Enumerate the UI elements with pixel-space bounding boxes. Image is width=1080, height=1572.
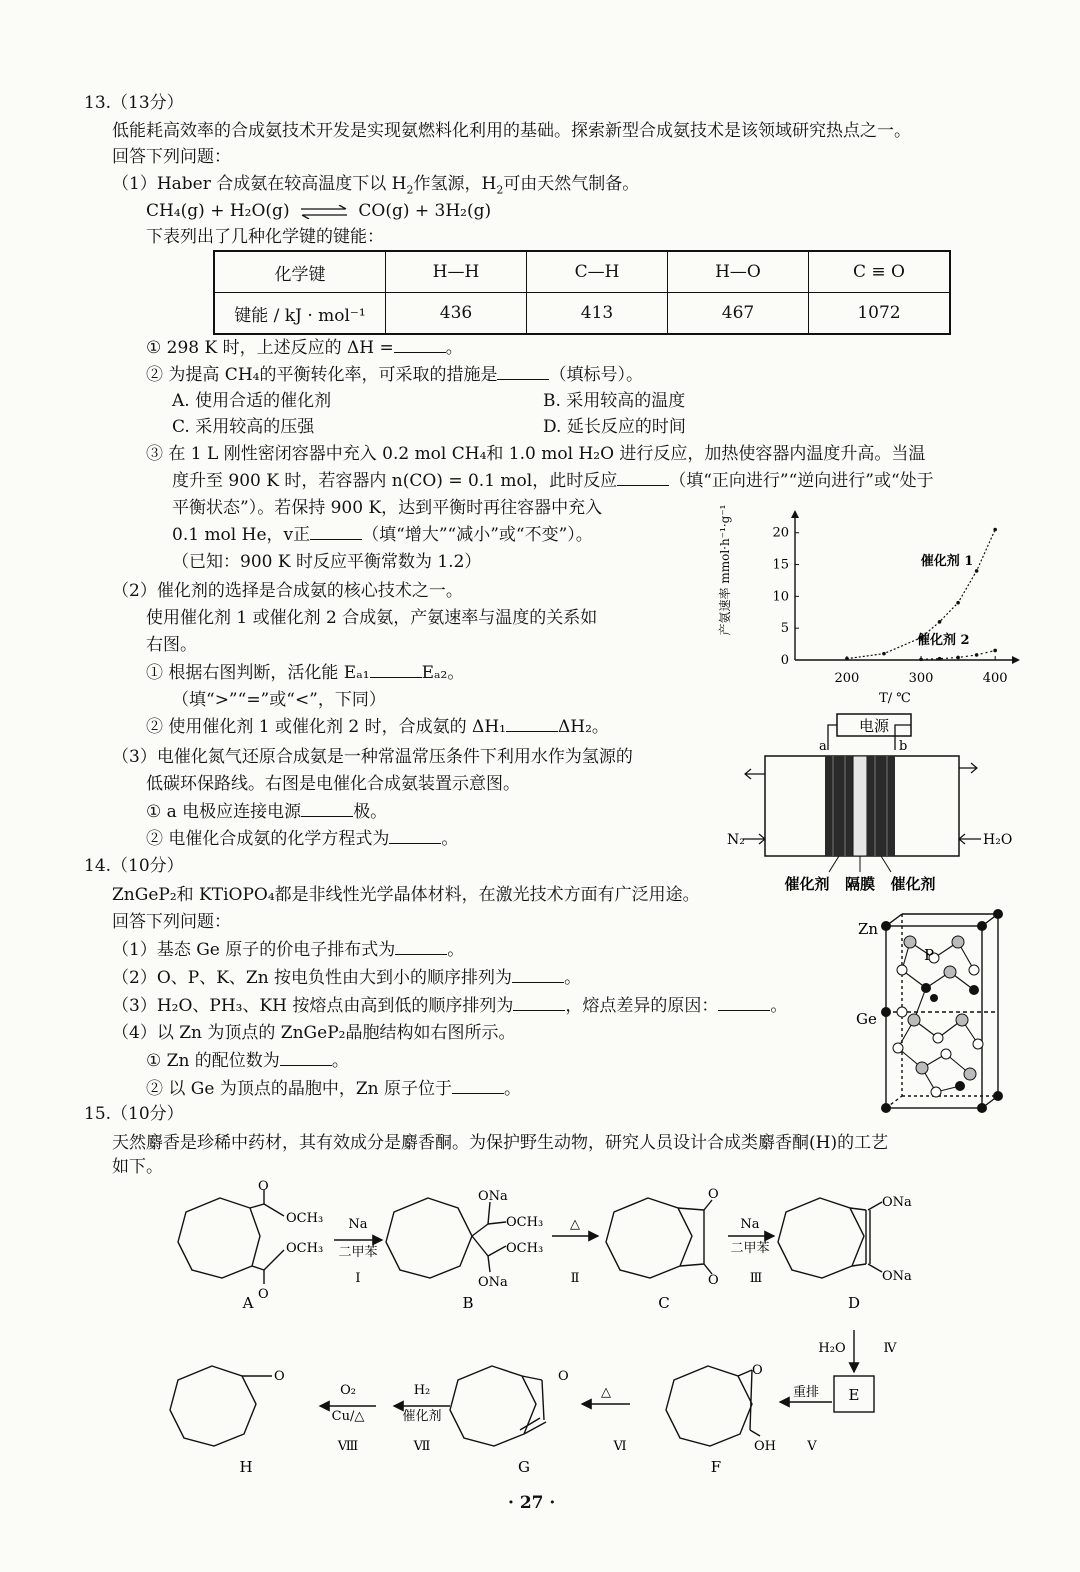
answer-blank[interactable]: [718, 996, 770, 1011]
y-tick-label: 10: [772, 589, 789, 605]
ge-label: Ge: [856, 1010, 877, 1028]
compound-e-label: E: [848, 1386, 860, 1404]
q13-3-2: ② 电催化合成氨的化学方程式为 。: [146, 829, 459, 849]
reaction-equation: CH₄(g) + H₂O(g) CO(g) + 3H₂(g): [146, 201, 492, 221]
q14-1: （1）基态 Ge 原子的价电子排布式为 。: [112, 940, 465, 960]
group-ona: ONa: [882, 1269, 912, 1284]
table-header: 化学键: [214, 251, 386, 293]
q14-header: 14.（10分）: [84, 856, 184, 876]
data-point: [956, 601, 960, 605]
group-o: O: [708, 1187, 719, 1202]
answer-blank[interactable]: [452, 1079, 504, 1094]
n2-label: N₂: [727, 832, 745, 848]
x-axis-label: T/ ℃: [879, 691, 911, 706]
equilibrium-arrow-icon: [299, 205, 349, 219]
data-point: [956, 656, 960, 660]
step4-reagent: H₂O: [818, 1341, 846, 1356]
group-o: O: [708, 1273, 719, 1288]
anode-catalyst-label: 催化剂: [890, 875, 936, 893]
table-row: [214, 293, 950, 335]
step1-number: Ⅰ: [355, 1271, 361, 1286]
membrane: [853, 756, 867, 856]
y-tick-label: 5: [780, 621, 789, 637]
cathode-catalyst-label: 催化剂: [784, 875, 830, 893]
series-label: 催化剂 1: [920, 553, 974, 569]
step2-number: Ⅱ: [570, 1271, 580, 1286]
membrane-label: 隔膜: [844, 875, 876, 893]
y-axis-arrow-icon: [791, 510, 799, 518]
q15-header: 15.（10分）: [84, 1104, 184, 1124]
step8-condition: Cu/△: [331, 1409, 365, 1424]
option-b: B. 采用较高的温度: [543, 391, 686, 411]
q13-3-1: ① a 电极应连接电源 极。: [146, 802, 388, 822]
power-source-label: 电源: [858, 717, 890, 735]
outlet-arrow-left-icon: [745, 769, 765, 779]
step5-number: Ⅴ: [807, 1439, 817, 1454]
q13-part1-line: （1）Haber 合成氨在较高温度下以 $H_2$作氢源，$H_2$可由天然气制备。: [112, 174, 640, 197]
q13-2-2: ② 使用催化剂 1 或催化剂 2 时，合成氨的 ΔH₁ ΔH₂。: [146, 717, 609, 737]
table-cell: 1072: [809, 293, 951, 335]
compound-g-label: G: [518, 1458, 530, 1476]
anode-catalyst: [867, 756, 895, 856]
q13-1-3-line3: 平衡状态”）。若保持 900 K，达到平衡时再往容器中充入: [172, 498, 603, 518]
q15-intro-line2: 如下。: [112, 1157, 163, 1177]
answer-blank[interactable]: [512, 968, 564, 983]
q13-2-1: ① 根据右图判断，活化能 Eₐ₁ Eₐ₂。: [146, 663, 465, 683]
q13-intro: 低能耗高效率的合成氨技术开发是实现氨燃料化利用的基础。探索新型合成氨技术是该领域研究热点之一。: [112, 121, 911, 141]
data-point: [938, 657, 942, 661]
q13-part2-line2: 使用催化剂 1 或催化剂 2 合成氨，产氨速率与温度的关系如: [146, 608, 598, 628]
q14-4-2: ② 以 Ge 为顶点的晶胞中，Zn 原子位于 。: [146, 1079, 522, 1099]
table-header: H—O: [668, 251, 809, 293]
q14-2: （2）O、P、K、Zn 按电负性由大到小的顺序排列为 。: [112, 968, 582, 988]
q13-prompt: 回答下列问题：: [112, 147, 231, 167]
step1-reagent: Na: [348, 1217, 368, 1232]
cathode-catalyst: [825, 756, 853, 856]
step7-reagent: H₂: [413, 1383, 431, 1398]
step6-condition: △: [601, 1385, 611, 1400]
data-point: [975, 653, 979, 657]
compound-d-label: D: [847, 1294, 861, 1312]
electrode-b-label: b: [899, 739, 908, 754]
electrode-a-label: a: [819, 739, 827, 754]
answer-blank[interactable]: [506, 717, 558, 732]
q13-1-2: ② 为提高 CH₄的平衡转化率，可采取的措施是 （填标号）。: [146, 365, 643, 385]
page-number: · 27 ·: [508, 1493, 556, 1513]
q14-prompt: 回答下列问题：: [112, 912, 231, 932]
rate-temperature-chart: [715, 500, 1025, 710]
group-o: O: [258, 1180, 269, 1194]
option-c: C. 采用较高的压强: [172, 417, 315, 437]
table-cell: 436: [386, 293, 527, 335]
q13-part2-line1: （2）催化剂的选择是合成氨的核心技术之一。: [112, 581, 463, 601]
q14-4-1: ① Zn 的配位数为 。: [146, 1051, 349, 1071]
step8-number: Ⅷ: [337, 1439, 359, 1454]
group-oh: OH: [754, 1439, 776, 1454]
data-point: [993, 649, 997, 653]
y-tick-label: 15: [772, 557, 789, 573]
step3-reagent: Na: [740, 1217, 760, 1232]
answer-blank[interactable]: [310, 525, 362, 540]
table-cell: 467: [668, 293, 809, 335]
q14-4: （4）以 Zn 为顶点的 ZnGeP₂晶胞结构如右图所示。: [112, 1023, 516, 1043]
q13-1-3-line5: （已知：900 K 时反应平衡常数为 1.2）: [172, 552, 482, 572]
series-label: 催化剂 2: [916, 632, 970, 648]
step2-condition: △: [570, 1217, 580, 1232]
q13-1-3-line1: ③ 在 1 L 刚性密闭容器中充入 0.2 mol CH₄和 1.0 mol H₂O 进行反应，加热使容器内温度升高。当温: [146, 444, 926, 464]
h2o-label: H₂O: [983, 832, 1013, 848]
step3-solvent: 二甲苯: [730, 1241, 770, 1256]
q13-part3-line1: （3）电催化氮气还原合成氨是一种常温常压条件下利用水作为氢源的: [112, 747, 633, 767]
option-a: A. 使用合适的催化剂: [172, 391, 332, 411]
group-ona: ONa: [478, 1275, 508, 1290]
group-ona: ONa: [478, 1189, 508, 1204]
table-row: [214, 251, 950, 293]
group-o: O: [752, 1363, 763, 1378]
electrocatalysis-cell-diagram: [725, 712, 1025, 897]
table-cell: 413: [527, 293, 668, 335]
step3-number: Ⅲ: [749, 1271, 763, 1286]
p-label: P: [924, 946, 935, 964]
step5-condition: 重排: [792, 1385, 820, 1400]
table-header: C ≡ O: [809, 251, 951, 293]
q13-part3-line2: 低碳环保路线。右图是电催化合成氨装置示意图。: [146, 774, 520, 794]
answer-blank[interactable]: [497, 365, 549, 380]
group-och3: OCH₃: [286, 1211, 324, 1226]
group-ona: ONa: [882, 1195, 912, 1210]
data-point: [975, 569, 979, 573]
group-och3: OCH₃: [506, 1241, 544, 1256]
q13-1-3-line2: 度升至 900 K 时，若容器内 n(CO) = 0.1 mol，此时反应 （填“正向进行”“逆向进行”或“处于: [172, 471, 934, 491]
y-axis-label: 产氨速率 mmol·h⁻¹·g⁻¹: [718, 504, 732, 636]
step8-reagent: O₂: [340, 1383, 356, 1398]
bond-energy-table: [213, 250, 951, 335]
group-o: O: [558, 1369, 569, 1384]
step7-catalyst: 催化剂: [402, 1409, 442, 1424]
q13-1-1: ① 298 K 时，上述反应的 ΔH = 。: [146, 338, 463, 358]
table-intro: 下表列出了几种化学键的键能：: [146, 227, 384, 247]
step4-number: Ⅳ: [883, 1341, 897, 1356]
answer-blank[interactable]: [617, 471, 669, 486]
outlet-arrow-right-icon: [959, 763, 977, 773]
synthesis-route-diagram: [160, 1180, 960, 1480]
znGeP2-unit-cell-diagram: [852, 908, 1012, 1113]
option-d: D. 延长反应的时间: [543, 417, 686, 437]
answer-blank[interactable]: [301, 802, 353, 817]
compound-b-label: B: [462, 1294, 474, 1312]
x-tick-label: 300: [908, 671, 934, 686]
table-header: H—H: [386, 251, 527, 293]
group-och3: OCH₃: [286, 1241, 324, 1256]
data-point: [882, 652, 886, 656]
answer-blank[interactable]: [389, 829, 441, 844]
q13-header: 13.（13分）: [84, 93, 184, 113]
group-och3: OCH₃: [506, 1215, 544, 1230]
compound-a-label: A: [242, 1294, 254, 1312]
step1-solvent: 二甲苯: [338, 1245, 378, 1260]
y-tick-label: 0: [780, 653, 789, 668]
answer-blank[interactable]: [370, 663, 422, 678]
y-tick-label: 20: [772, 525, 789, 541]
x-tick-label: 400: [982, 671, 1008, 686]
table-header: C—H: [527, 251, 668, 293]
data-point: [993, 528, 997, 532]
data-point: [845, 657, 849, 661]
q13-1-3-line4: 0.1 mol He，v正 （填“增大”“减小”或“不变”）。: [172, 525, 593, 545]
x-tick-label: 200: [834, 671, 860, 686]
x-axis-arrow-icon: [1012, 656, 1020, 664]
group-o: O: [274, 1369, 285, 1384]
wire-a: [828, 725, 837, 750]
n2-inlet-arrow-icon: [743, 834, 765, 844]
zn-label: Zn: [858, 920, 879, 938]
compound-h-label: H: [239, 1458, 253, 1476]
q13-2-1-note: （填“>”“=”或“<”，下同）: [172, 690, 386, 710]
q14-intro: ZnGeP₂和 KTiOPO₄都是非线性光学晶体材料，在激光技术方面有广泛用途。: [112, 885, 700, 905]
answer-blank[interactable]: [394, 338, 446, 353]
q15-intro-line1: 天然麝香是珍稀中药材，其有效成分是麝香酮。为保护野生动物，研究人员设计合成类麝香酮(H)的工艺: [112, 1133, 889, 1153]
compound-f-label: F: [710, 1458, 722, 1476]
answer-blank[interactable]: [280, 1051, 332, 1066]
answer-blank[interactable]: [513, 996, 565, 1011]
table-row-label: 键能 / kJ · mol⁻¹: [214, 293, 386, 335]
h2o-inlet-arrow-icon: [959, 834, 981, 844]
compound-c-label: C: [658, 1294, 670, 1312]
q13-part2-line3: 右图。: [146, 635, 197, 655]
q14-3: （3）H₂O、PH₃、KH 按熔点由高到低的顺序排列为 ，熔点差异的原因： 。: [112, 996, 788, 1016]
group-o: O: [258, 1287, 269, 1302]
step6-number: Ⅵ: [613, 1439, 627, 1454]
data-point: [919, 658, 923, 662]
data-point: [938, 620, 942, 624]
step7-number: Ⅶ: [413, 1439, 431, 1454]
answer-blank[interactable]: [395, 940, 447, 955]
